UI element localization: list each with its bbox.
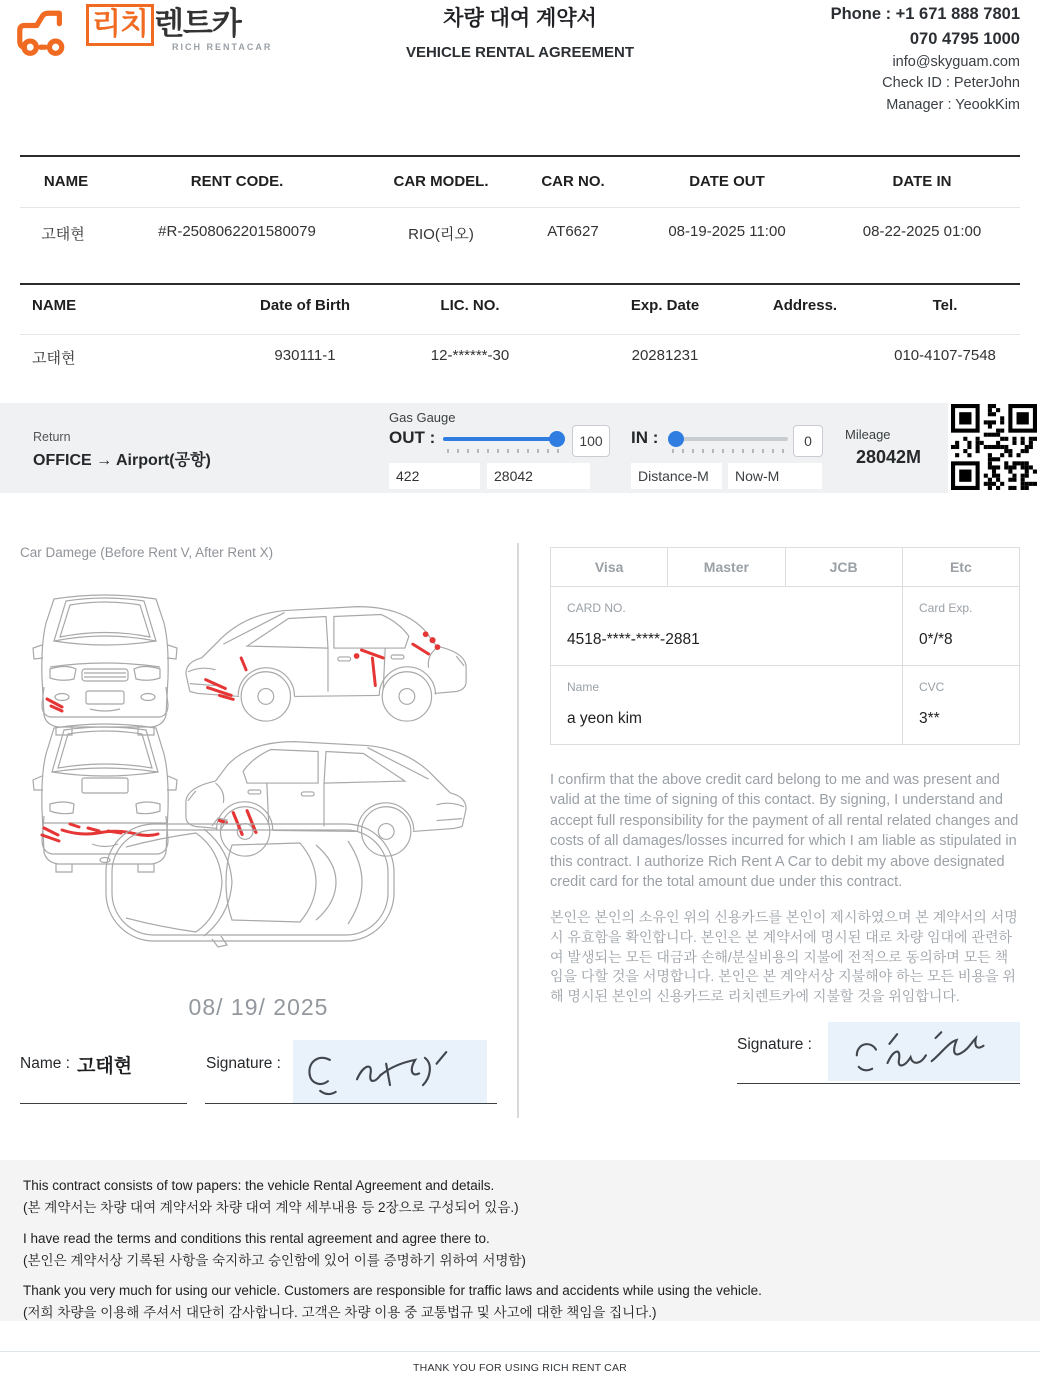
gas-gauge-label: Gas Gauge — [389, 410, 456, 425]
rental-val-datein: 08-22-2025 01:00 — [862, 223, 982, 240]
gauge-out-label: OUT : — [389, 428, 436, 447]
driver-col-addr: Address. — [772, 297, 838, 314]
return-label: Return — [33, 430, 71, 444]
credit-card-table — [550, 547, 1020, 745]
gauge-in-slider-thumb[interactable] — [668, 431, 684, 447]
name-label: Name : — [20, 1055, 70, 1072]
divider — [20, 207, 1020, 208]
gauge-in-label: IN : — [631, 428, 659, 447]
driver-val-tel: 010-4107-7548 — [894, 347, 996, 364]
gauge-in-slider[interactable] — [668, 431, 788, 447]
rental-col-code: RENT CODE. — [190, 173, 284, 190]
check-id: Check ID : PeterJohn — [882, 75, 1020, 92]
qr-code — [951, 404, 1037, 490]
driver-col-exp: Exp. Date — [630, 297, 700, 314]
car-top-view-diagram — [100, 815, 400, 951]
renter-signature-scribble — [293, 1040, 487, 1103]
divider — [20, 334, 1020, 335]
email: info@skyguam.com — [892, 53, 1020, 70]
driver-val-lic: 12-******-30 — [430, 347, 510, 364]
cardholder-signature-scribble — [828, 1022, 1020, 1081]
rental-val-carno: AT6627 — [547, 223, 599, 240]
gauge-bar — [0, 403, 948, 493]
rental-col-carno: CAR NO. — [541, 173, 605, 190]
footer-line: Thank you very much for using our vehicle. Customers are responsible for traffic laws and accidents while using the vehicle. — [23, 1283, 762, 1299]
logo-text-dark: 렌트카 — [153, 6, 241, 41]
driver-col-tel: Tel. — [932, 297, 958, 314]
confirmation-text-english: I confirm that the above credit card belong to me and was present and valid at the time of signing of this contact. By signing, I understand and accept full responsibility for the payment of all rental related changes and costs of all damages/losses incurred for which I am liable as stipulated in this contract. I authorize Rich Rent A Car to debit my above designated credit card for the total amount due under this contract. — [550, 772, 1019, 891]
divider — [20, 155, 1020, 157]
signature-underline-left — [205, 1103, 497, 1104]
confirmation-text-korean: 본인은 본인의 소유인 위의 신용카드를 본인이 제시하였으며 본 계약서의 서명시 유효함을 확인합니다. 본인은 본 계약서에 명시된 대로 차량 임대에 관련하여 발생되는 모든 대금과 손해/분실비용의 지불에 전적으로 동의하며 모든 책임을 다할 것을 서명합니다. 본인은 본 계약서상 지불해야 하는 모든 비용을 위해 명시된 본인의 신용카드로 리치렌트카에 지불할 것을 위임합니다. — [550, 909, 1018, 1005]
phone-secondary: 070 4795 1000 — [909, 29, 1020, 48]
fuel-input[interactable] — [389, 463, 480, 489]
mileage-value: 28042M — [856, 447, 922, 467]
card-no-label: CARD NO. — [567, 601, 626, 615]
card-tab-master[interactable]: Master — [667, 547, 784, 587]
gauge-out-value[interactable]: 100 — [572, 425, 610, 457]
card-exp-value[interactable]: 0*/*8 — [919, 631, 953, 648]
rental-col-name: NAME — [43, 173, 89, 190]
driver-col-name: NAME — [32, 297, 77, 314]
contact-info — [831, 2, 1020, 117]
footer-line: This contract consists of tow papers: the vehicle Rental Agreement and details. — [23, 1178, 495, 1193]
logo-text-orange: 리치 — [86, 4, 154, 46]
mileage-label: Mileage — [845, 427, 891, 442]
gauge-in-ticks — [672, 449, 788, 453]
page-title-korean: 차량 대여 계약서 — [443, 7, 597, 30]
footer-line: (저희 차량을 이용해 주셔서 대단히 감사합니다. 고객은 차량 이용 중 교통법규 및 사고에 대한 책임을 집니다.) — [23, 1305, 657, 1321]
driver-val-exp: 20281231 — [631, 347, 699, 364]
gauge-out-slider[interactable] — [443, 431, 565, 447]
card-exp-label: Card Exp. — [919, 601, 973, 615]
gauge-out-slider-thumb[interactable] — [549, 431, 565, 447]
cardholder-signature-pad[interactable] — [828, 1022, 1020, 1081]
divider — [0, 1351, 1040, 1352]
phone-primary: Phone : +1 671 888 7801 — [830, 5, 1020, 23]
rental-val-name: 고태현 — [41, 226, 85, 243]
rental-val-code: #R-2508062201580079 — [158, 223, 316, 240]
terms-footer — [0, 1160, 1040, 1321]
now-mileage-input[interactable] — [728, 463, 822, 489]
footer-line: I have read the terms and conditions this rental agreement and agree there to. — [23, 1230, 490, 1246]
renter-signature-pad[interactable] — [293, 1040, 487, 1103]
footer-line: (본 계약서는 차량 대여 계약서와 차량 대여 계약 세부내용 등 2장으로 구성되어 있음.) — [23, 1200, 519, 1216]
signature-label-left: Signature : — [206, 1055, 281, 1072]
driver-col-dob: Date of Birth — [260, 297, 350, 314]
rental-col-datein: DATE IN — [892, 173, 952, 190]
column-divider — [517, 543, 519, 1118]
card-no-value[interactable]: 4518-****-****-2881 — [567, 631, 700, 648]
driver-val-dob: 930111-1 — [274, 347, 336, 364]
driver-val-name: 고태현 — [32, 350, 76, 367]
rental-date: 08/ 19/ 2025 — [188, 994, 329, 1020]
divider — [20, 283, 1020, 285]
odometer-input[interactable] — [487, 463, 590, 489]
name-underline — [20, 1103, 187, 1104]
manager: Manager : YeookKim — [886, 97, 1020, 113]
thank-you-text: THANK YOU FOR USING RICH RENT CAR — [413, 1362, 627, 1374]
footer-line: (본인은 계약서상 기록된 사항을 숙지하고 승인함에 있어 이를 증명하기 위하여 서명함) — [23, 1252, 526, 1268]
gauge-out-ticks — [447, 449, 565, 453]
car-damage-title: Car Damege (Before Rent V, After Rent X) — [20, 545, 274, 560]
return-route: OFFICE → Airport(공항) — [33, 452, 211, 469]
card-tab-jcb[interactable]: JCB — [785, 547, 902, 587]
renter-name: 고태현 — [77, 1056, 133, 1077]
card-name-value[interactable]: a yeon kim — [567, 710, 642, 727]
gauge-in-value[interactable]: 0 — [793, 425, 823, 457]
signature-underline-right — [737, 1083, 1020, 1084]
card-tab-etc[interactable]: Etc — [902, 547, 1020, 587]
driver-col-lic: LIC. NO. — [440, 297, 500, 314]
rental-val-dateout: 08-19-2025 11:00 — [668, 223, 786, 240]
card-name-label: Name — [567, 680, 600, 694]
signature-label-right: Signature : — [737, 1036, 812, 1053]
card-tab-visa[interactable]: Visa — [550, 547, 667, 587]
card-cvc-value[interactable]: 3** — [919, 710, 940, 727]
rental-val-model: RIO(리오) — [408, 226, 474, 243]
rental-col-dateout: DATE OUT — [689, 173, 765, 190]
rental-col-model: CAR MODEL. — [393, 173, 489, 190]
page-title-english: VEHICLE RENTAL AGREEMENT — [405, 44, 635, 61]
distance-input[interactable] — [631, 463, 722, 489]
card-cvc-label: CVC — [919, 680, 945, 694]
logo-subtext: RICH RENTACAR — [172, 42, 273, 52]
